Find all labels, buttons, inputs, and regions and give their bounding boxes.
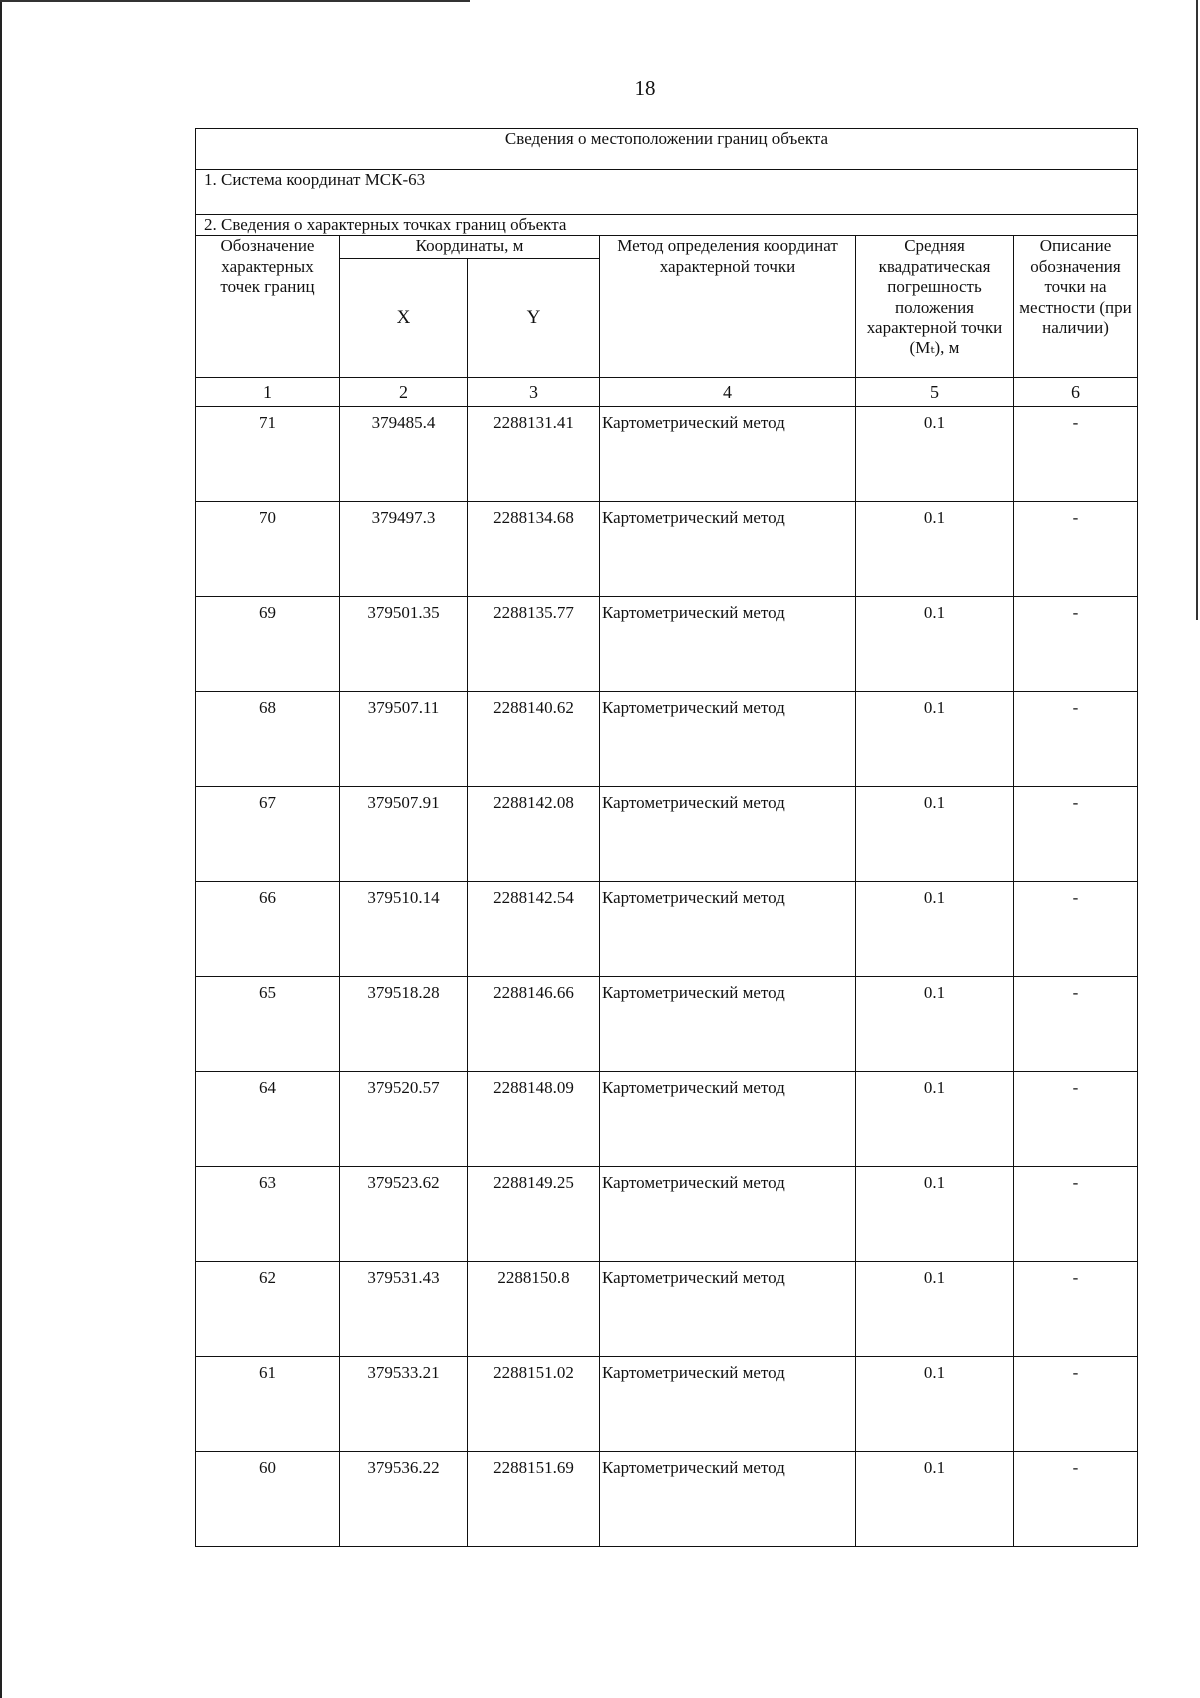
- point-cell: 61: [196, 1357, 340, 1452]
- description-cell: -: [1014, 977, 1138, 1072]
- point-cell: 64: [196, 1072, 340, 1167]
- error-cell: 0.1: [856, 502, 1014, 597]
- table-row: [196, 692, 1138, 787]
- header-error: Средняя квадратическая погрешность положения характерной точки (Mₜ), м: [856, 236, 1014, 378]
- method-cell: Картометрический метод: [600, 502, 856, 597]
- point-cell: 68: [196, 692, 340, 787]
- y-cell: 2288150.8: [468, 1262, 600, 1357]
- description-cell: -: [1014, 1357, 1138, 1452]
- table-row: [196, 407, 1138, 502]
- error-cell: 0.1: [856, 692, 1014, 787]
- method-cell: Картометрический метод: [600, 1072, 856, 1167]
- y-cell: 2288151.02: [468, 1357, 600, 1452]
- method-cell: Картометрический метод: [600, 1357, 856, 1452]
- method-cell: Картометрический метод: [600, 1452, 856, 1547]
- method-cell: Картометрический метод: [600, 597, 856, 692]
- boundary-points-table: [195, 128, 1138, 1547]
- point-cell: 69: [196, 597, 340, 692]
- error-cell: 0.1: [856, 597, 1014, 692]
- method-cell: Картометрический метод: [600, 692, 856, 787]
- column-number-5: 5: [856, 378, 1014, 407]
- description-cell: -: [1014, 692, 1138, 787]
- column-number-2: 2: [340, 378, 468, 407]
- page-number: 18: [634, 76, 656, 100]
- table-row: [196, 787, 1138, 882]
- y-cell: 2288134.68: [468, 502, 600, 597]
- coord-system-row: [196, 170, 1138, 215]
- description-cell: -: [1014, 787, 1138, 882]
- header-coordinates: Координаты, м: [340, 236, 600, 259]
- table-row: [196, 1452, 1138, 1547]
- scan-border-left: [0, 0, 2, 1698]
- y-cell: 2288140.62: [468, 692, 600, 787]
- scan-border-top: [0, 0, 470, 2]
- description-cell: -: [1014, 407, 1138, 502]
- table-row: [196, 1262, 1138, 1357]
- x-cell: 379520.57: [340, 1072, 468, 1167]
- column-number-6: 6: [1014, 378, 1138, 407]
- x-cell: 379531.43: [340, 1262, 468, 1357]
- method-cell: Картометрический метод: [600, 882, 856, 977]
- column-number-1: 1: [196, 378, 340, 407]
- point-cell: 70: [196, 502, 340, 597]
- table-row: [196, 977, 1138, 1072]
- header-y: Y: [468, 259, 600, 378]
- section-label: 2. Сведения о характерных точках границ объекта: [196, 215, 1138, 236]
- table-title: Сведения о местоположении границ объекта: [196, 129, 1138, 170]
- y-cell: 2288151.69: [468, 1452, 600, 1547]
- method-cell: Картометрический метод: [600, 787, 856, 882]
- method-cell: Картометрический метод: [600, 1262, 856, 1357]
- x-cell: 379523.62: [340, 1167, 468, 1262]
- y-cell: 2288142.08: [468, 787, 600, 882]
- y-cell: 2288131.41: [468, 407, 600, 502]
- error-cell: 0.1: [856, 882, 1014, 977]
- error-cell: 0.1: [856, 787, 1014, 882]
- point-cell: 71: [196, 407, 340, 502]
- error-cell: 0.1: [856, 1452, 1014, 1547]
- description-cell: -: [1014, 502, 1138, 597]
- method-cell: Картометрический метод: [600, 1167, 856, 1262]
- x-cell: 379497.3: [340, 502, 468, 597]
- header-row-1: [196, 236, 1138, 259]
- table-row: [196, 502, 1138, 597]
- y-cell: 2288148.09: [468, 1072, 600, 1167]
- description-cell: -: [1014, 1452, 1138, 1547]
- point-cell: 65: [196, 977, 340, 1072]
- table-body: [196, 129, 1138, 1547]
- table-row: [196, 597, 1138, 692]
- x-cell: 379533.21: [340, 1357, 468, 1452]
- header-designation: Обозначение характерных точек границ: [196, 236, 340, 378]
- y-cell: 2288142.54: [468, 882, 600, 977]
- error-cell: 0.1: [856, 407, 1014, 502]
- description-cell: -: [1014, 882, 1138, 977]
- x-cell: 379485.4: [340, 407, 468, 502]
- x-cell: 379507.91: [340, 787, 468, 882]
- section-row: [196, 215, 1138, 236]
- column-number-4: 4: [600, 378, 856, 407]
- table-row: [196, 1357, 1138, 1452]
- error-cell: 0.1: [856, 1357, 1014, 1452]
- y-cell: 2288146.66: [468, 977, 600, 1072]
- point-cell: 67: [196, 787, 340, 882]
- description-cell: -: [1014, 1167, 1138, 1262]
- column-number-row: [196, 378, 1138, 407]
- header-method: Метод определения координат характерной точки: [600, 236, 856, 378]
- table-row: [196, 1167, 1138, 1262]
- description-cell: -: [1014, 597, 1138, 692]
- y-cell: 2288149.25: [468, 1167, 600, 1262]
- description-cell: -: [1014, 1072, 1138, 1167]
- method-cell: Картометрический метод: [600, 977, 856, 1072]
- y-cell: 2288135.77: [468, 597, 600, 692]
- table-row: [196, 882, 1138, 977]
- x-cell: 379501.35: [340, 597, 468, 692]
- x-cell: 379536.22: [340, 1452, 468, 1547]
- error-cell: 0.1: [856, 1072, 1014, 1167]
- point-cell: 62: [196, 1262, 340, 1357]
- x-cell: 379507.11: [340, 692, 468, 787]
- x-cell: 379510.14: [340, 882, 468, 977]
- point-cell: 60: [196, 1452, 340, 1547]
- error-cell: 0.1: [856, 1167, 1014, 1262]
- coord-system-label: 1. Система координат МСК-63: [196, 170, 1138, 215]
- x-cell: 379518.28: [340, 977, 468, 1072]
- header-description: Описание обозначения точки на местности (при наличии): [1014, 236, 1138, 378]
- method-cell: Картометрический метод: [600, 407, 856, 502]
- error-cell: 0.1: [856, 1262, 1014, 1357]
- error-cell: 0.1: [856, 977, 1014, 1072]
- description-cell: -: [1014, 1262, 1138, 1357]
- header-x: X: [340, 259, 468, 378]
- point-cell: 63: [196, 1167, 340, 1262]
- title-row: [196, 129, 1138, 170]
- column-number-3: 3: [468, 378, 600, 407]
- table-row: [196, 1072, 1138, 1167]
- point-cell: 66: [196, 882, 340, 977]
